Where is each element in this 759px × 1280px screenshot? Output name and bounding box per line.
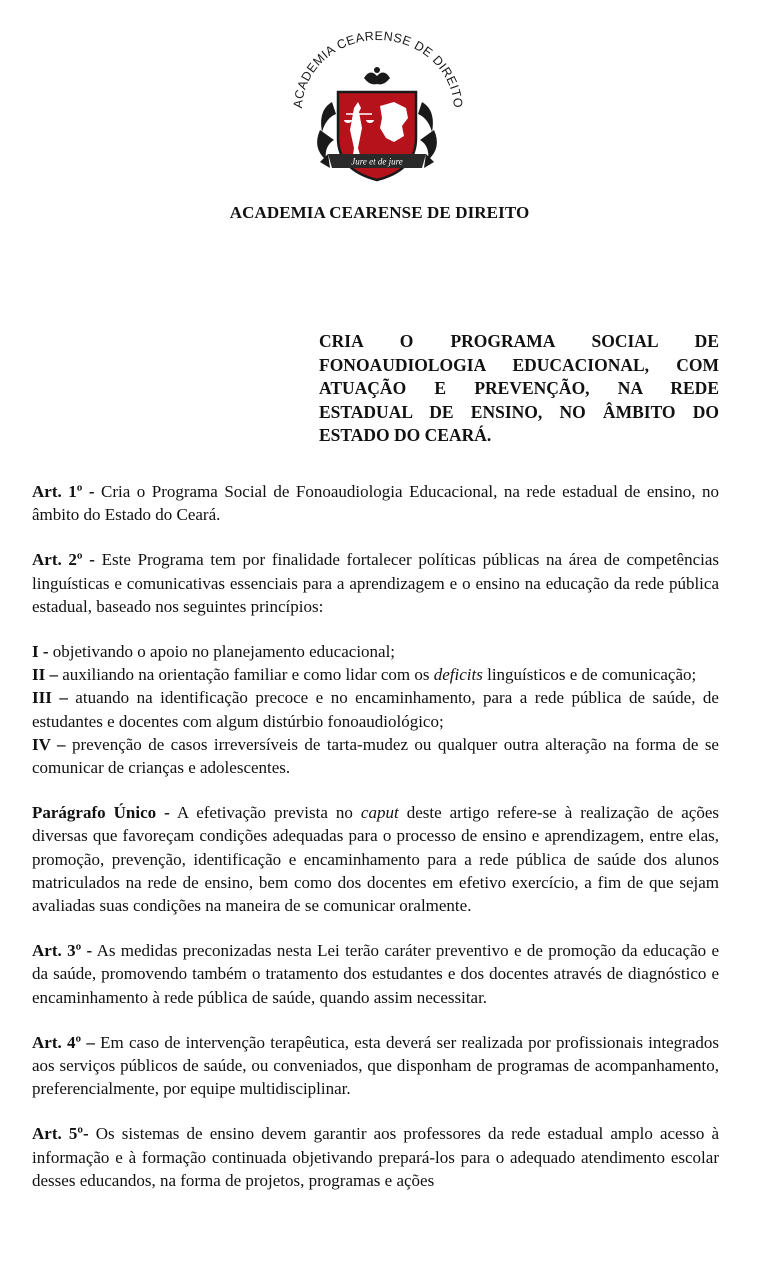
sole-paragraph: [32, 801, 719, 917]
article-label: Art. 3º -: [32, 941, 93, 961]
summary-line: ATUAÇÃO E PREVENÇÃO, NA REDE: [319, 378, 719, 398]
item-label: II –: [32, 665, 58, 685]
article-4: [32, 1031, 719, 1101]
item-label: IV –: [32, 734, 66, 754]
list-item: [32, 686, 719, 732]
article-label: Art. 4º –: [32, 1032, 95, 1052]
article-text: Os sistemas de ensino devem garantir aos professores da rede estadual amplo acesso à informação e à formação continuada objetivando prepará-los para o adequado atendimento escolar desses educandos, na forma de projetos, programas e ações: [32, 1124, 719, 1190]
item-text: objetivando o apoio no planejamento educacional;: [48, 642, 396, 662]
law-summary: [319, 330, 719, 448]
item-text: linguísticos e de comunicação;: [482, 665, 697, 685]
item-text: auxiliando na orientação familiar e como lidar com os: [57, 665, 434, 685]
article-label: Art. 5º-: [32, 1124, 89, 1144]
summary-line: ESTADO DO CEARÁ.: [319, 425, 492, 445]
article-1: [32, 480, 719, 526]
article-text: Em caso de intervenção terapêutica, esta deverá ser realizada por profissionais integrados aos serviços públicos de saúde, ou conveniados, que disponham de programas de acompanhamento, preferencialmente, por equipe multidisciplinar.: [32, 1032, 719, 1099]
paragraph-label: Parágrafo Único -: [32, 803, 170, 823]
principles-list: [32, 640, 719, 779]
paragraph-text: A efetivação prevista no: [169, 803, 361, 823]
article-3: [32, 939, 719, 1009]
item-text: prevenção de casos irreversíveis de tarta-mudez ou qualquer outra alteração na forma de se comunicar de crianças e adolescentes.: [32, 734, 719, 778]
list-item: [32, 663, 719, 686]
item-label: I -: [32, 642, 49, 662]
paragraph-text: deste artigo refere-se à realização de ações diversas que favoreçam condições adequadas para o processo de ensino e aprendizagem, entre elas, promoção, prevenção, identificação e encaminhamento para a rede pública de saúde dos alunos matriculados na rede de ensino, bem como dos docentes em efetivo exercício, a fim de que sejam avaliadas suas condições na maneira de se comunicar oralmente.: [32, 803, 719, 916]
article-label: Art. 1º -: [32, 482, 95, 501]
summary-line: FONOAUDIOLOGIA EDUCACIONAL, COM: [319, 354, 719, 375]
article-2: [32, 548, 719, 618]
logo-motto: Jure et de jure: [351, 156, 403, 167]
law-body: [32, 480, 719, 1192]
item-italic-term: deficits: [433, 665, 483, 685]
academy-seal-logo: [284, 30, 470, 188]
article-text: As medidas preconizadas nesta Lei terão caráter preventivo e de promoção da educação e da saúde, promovendo também o tratamento dos estudantes e dos docentes através de diagnóstico e encaminhamento à rede pública de saúde, quando assim necessitar.: [32, 941, 719, 1007]
paragraph-italic-term: caput: [360, 803, 399, 823]
article-text: Este Programa tem por finalidade fortalecer políticas públicas na área de competências linguísticas e comunicativas essenciais para a aprendizagem e o ensino na educação da rede pública estadual, baseado nos seguintes princípios:: [32, 550, 719, 616]
list-item: [32, 733, 719, 779]
article-label: Art. 2º -: [32, 550, 95, 570]
svg-text:ACADEMIA CEARENSE DE DIREITO: ACADEMIA CEARENSE DE DIREITO: [290, 30, 466, 109]
summary-line: CRIA O PROGRAMA SOCIAL DE: [319, 331, 719, 351]
article-text: Cria o Programa Social de Fonoaudiologia Educacional, na rede estadual de ensino, no âmbito do Estado do Ceará.: [32, 482, 719, 525]
item-text: atuando na identificação precoce e no encaminhamento, para a rede pública de saúde, de estudantes e docentes com algum distúrbio fonoaudiológico;: [32, 688, 719, 731]
item-label: III –: [32, 688, 68, 708]
summary-line: ESTADUAL DE ENSINO, NO ÂMBITO DO: [319, 401, 719, 422]
article-5: [32, 1122, 719, 1192]
institution-title: ACADEMIA CEARENSE DE DIREITO: [229, 203, 530, 222]
list-item: [32, 640, 719, 663]
